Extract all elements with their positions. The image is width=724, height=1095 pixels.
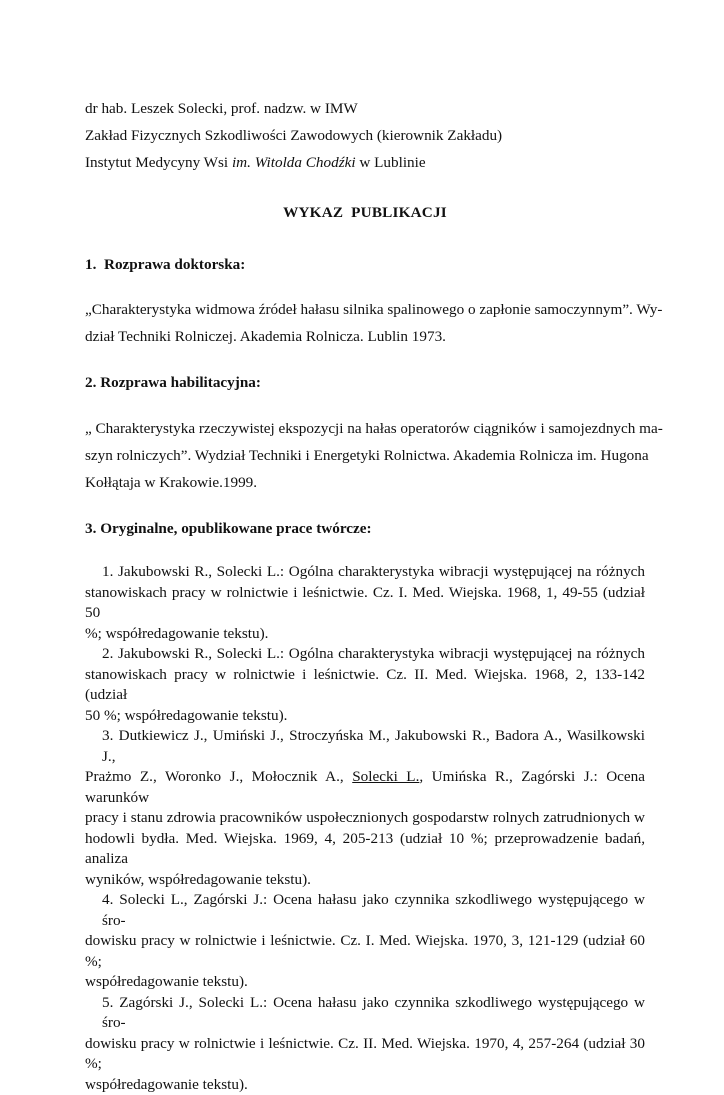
document-page	[85, 95, 645, 1095]
publication-line: stanowiskach pracy w rolnictwie i leśnictwie. Cz. II. Med. Wiejska. 1968, 2, 133-142 (udział	[85, 665, 645, 706]
publication-line: 1. Jakubowski R., Solecki L.: Ogólna charakterystyka wibracji występującej na różnych	[85, 562, 645, 583]
publication-line: pracy i stanu zdrowia pracowników uspołecznionych gospodarstw rolnych zatrudnionych w	[85, 808, 645, 829]
institute-city: w Lublinie	[356, 154, 426, 171]
publication-line: stanowiskach pracy w rolnictwie i leśnictwie. Cz. I. Med. Wiejska. 1968, 1, 49-55 (udział 50	[85, 583, 645, 624]
department-line: Zakład Fizycznych Szkodliwości Zawodowych (kierownik Zakładu)	[85, 122, 645, 149]
publication-item	[85, 562, 645, 644]
publication-item	[85, 890, 645, 993]
author-header	[85, 95, 645, 176]
publication-line: współredagowanie tekstu).	[85, 1075, 645, 1095]
section-1-line: „Charakterystyka widmowa źródeł hałasu silnika spalinowego o zapłonie samoczynnym”. Wy-	[85, 296, 645, 323]
publication-line: 3. Dutkiewicz J., Umiński J., Stroczyńska M., Jakubowski R., Badora A., Wasilkowski J.,	[85, 726, 645, 767]
section-3-heading: 3. Oryginalne, opublikowane prace twórcze:	[85, 515, 645, 542]
publication-line: 50 %; współredagowanie tekstu).	[85, 706, 645, 727]
institute-name: Instytut Medycyny Wsi	[85, 154, 232, 171]
section-2-text	[85, 415, 645, 496]
publication-line: 4. Solecki L., Zagórski J.: Ocena hałasu jako czynnika szkodliwego występującego w śro-	[85, 890, 645, 931]
section-1-heading: 1. Rozprawa doktorska:	[85, 251, 645, 278]
publication-line: hodowli bydła. Med. Wiejska. 1969, 4, 205-213 (udział 10 %; przeprowadzenie badań, analiza	[85, 829, 645, 870]
publication-item	[85, 726, 645, 890]
section-2-heading: 2. Rozprawa habilitacyjna:	[85, 369, 645, 396]
section-2-line: szyn rolniczych”. Wydział Techniki i Energetyki Rolnictwa. Akademia Rolnicza im. Hugona	[85, 442, 645, 469]
publication-line: %; współredagowanie tekstu).	[85, 624, 645, 645]
publication-line: współredagowanie tekstu).	[85, 972, 645, 993]
publication-line: 2. Jakubowski R., Solecki L.: Ogólna charakterystyka wibracji występującej na różnych	[85, 644, 645, 665]
section-1-text	[85, 296, 645, 350]
section-2-line: „ Charakterystyka rzeczywistej ekspozycji na hałas operatorów ciągników i samojezdnych ma-	[85, 415, 645, 442]
publication-item	[85, 644, 645, 726]
authors-text: , Umińska R., Zagórski J.: Ocena warunków	[85, 768, 645, 806]
document-title: WYKAZ PUBLIKACJI	[85, 199, 645, 226]
section-1-line: dział Techniki Rolniczej. Akademia Rolnicza. Lublin 1973.	[85, 323, 645, 350]
publication-list	[85, 562, 645, 1095]
publication-line	[85, 767, 645, 808]
underlined-author: Solecki L.	[352, 768, 419, 785]
publication-line: dowisku pracy w rolnictwie i leśnictwie. Cz. II. Med. Wiejska. 1970, 4, 257-264 (udział 30 %;	[85, 1034, 645, 1075]
publication-item	[85, 993, 645, 1095]
publication-line: wyników, współredagowanie tekstu).	[85, 870, 645, 891]
publication-line: 5. Zagórski J., Solecki L.: Ocena hałasu jako czynnika szkodliwego występującego w śro-	[85, 993, 645, 1034]
section-2-line: Kołłątaja w Krakowie.1999.	[85, 469, 645, 496]
publication-line: dowisku pracy w rolnictwie i leśnictwie. Cz. I. Med. Wiejska. 1970, 3, 121-129 (udział 60 %;	[85, 931, 645, 972]
institute-line	[85, 149, 645, 176]
authors-text: Prażmo Z., Woronko J., Mołocznik A.,	[85, 768, 352, 785]
author-line: dr hab. Leszek Solecki, prof. nadzw. w IMW	[85, 95, 645, 122]
institute-patron: im. Witolda Chodźki	[232, 154, 356, 171]
